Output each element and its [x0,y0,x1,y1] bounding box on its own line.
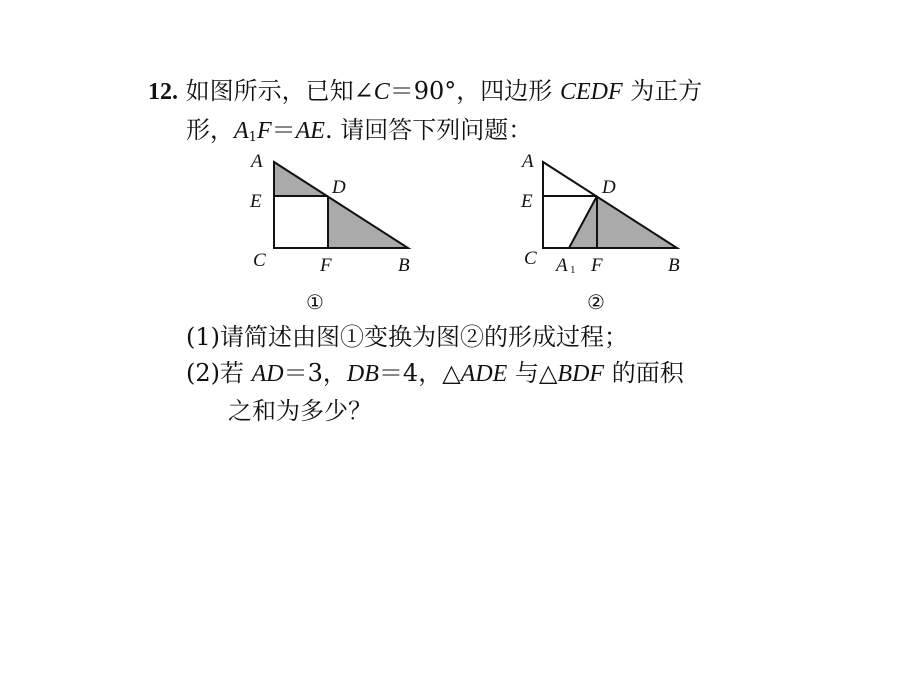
question-2-line-2: 之和为多少？ [228,397,372,425]
problem-line-2: 形，$A_1F=AE$. 请回答下列问题： [186,116,533,145]
question-2-line-1: (2)若 AD＝3，DB＝4，△ADE 与△BDF 的面积 [186,359,684,387]
label-c-2: C [524,248,537,269]
label-e: E [250,191,262,212]
figure-2-caption: ② [587,290,605,314]
question-1: (1)请简述由图①变换为图②的形成过程； [186,323,628,351]
label-b: B [398,255,410,276]
label-a1-subscript: 1 [570,264,576,276]
label-d: D [332,177,346,198]
label-d-2: D [602,177,616,198]
problem-number: 12. [148,79,178,105]
figure-1-caption: ① [306,290,324,314]
problem-text: 如图所示，已知∠ [185,77,374,105]
label-a-2: A [522,151,534,172]
label-f-2: F [591,255,603,276]
label-b-2: B [668,255,680,276]
figure-1 [249,151,410,314]
figure-2 [520,151,680,314]
label-a: A [251,151,263,172]
label-f: F [320,255,332,276]
problem-line-1: 12. 如图所示，已知∠C＝90°，四边形 CEDF 为正方 [148,77,703,105]
label-c: C [253,250,266,271]
label-e-2: E [521,191,533,212]
label-a1: A [556,255,568,276]
